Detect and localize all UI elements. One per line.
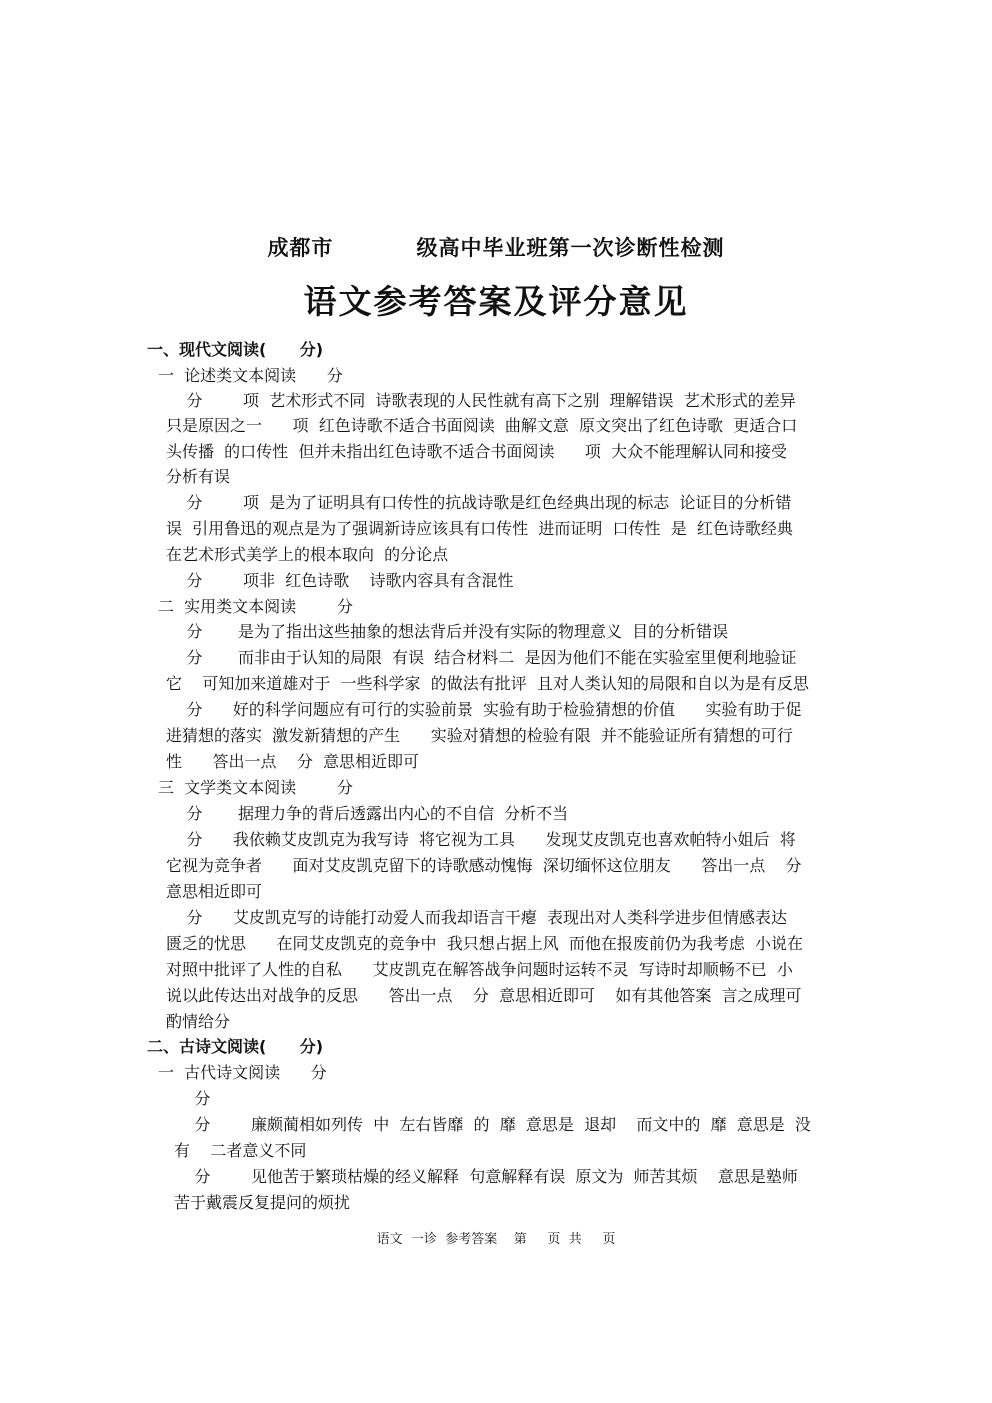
answer-line: 二 实用类文本阅读 分 bbox=[158, 597, 353, 616]
answer-line: 一 古代诗文阅读 分 bbox=[158, 1063, 327, 1082]
page-title: 语文参考答案及评分意见 bbox=[303, 282, 689, 321]
answer-line: 有 二者意义不同 bbox=[174, 1141, 307, 1160]
answer-line: 分 项非 红色诗歌 诗歌内容具有含混性 bbox=[166, 571, 514, 590]
answer-line: 分 项 是为了证明具有口传性的抗战诗歌是红色经典出现的标志 论证目的分析错 bbox=[166, 493, 792, 512]
page-footer: 语文 一诊 参考答案 第 页 共 页 bbox=[376, 1232, 616, 1247]
answer-line: 一 论述类文本阅读 分 bbox=[158, 366, 343, 385]
answer-line: 分 而非由于认知的局限 有误 结合材料二 是因为他们不能在实验室里便利地验证 bbox=[166, 648, 797, 667]
answer-line: 分 廉颇蔺相如列传 中 左右皆靡 的 靡 意思是 退却 而文中的 靡 意思是 没 bbox=[174, 1115, 811, 1134]
answer-line: 说以此传达出对战争的反思 答出一点 分 意思相近即可 如有其他答案 言之成理可 bbox=[166, 986, 802, 1005]
answer-line: 分 好的科学问题应有可行的实验前景 实验有助于检验猜想的价值 实验有助于促 bbox=[166, 700, 802, 719]
answer-line: 在艺术形式美学上的根本取向 的分论点 bbox=[166, 545, 449, 564]
answer-line: 对照中批评了人性的自私 艾皮凯克在解答战争问题时运转不灵 写诗时却顺畅不已 小 bbox=[166, 960, 793, 979]
section-heading-classical-reading: 二、古诗文阅读( 分) bbox=[147, 1037, 324, 1056]
answer-line: 分 是为了指出这些抽象的想法背后并没有实际的物理意义 目的分析错误 bbox=[166, 622, 729, 641]
answer-line: 意思相近即可 bbox=[166, 882, 263, 901]
answer-line: 它 可知加来道雄对于 一些科学家 的做法有批评 且对人类认知的局限和自以为是有反思 bbox=[166, 674, 809, 693]
answer-line: 分析有误 bbox=[166, 467, 231, 486]
answer-line: 进猜想的落实 激发新猜想的产生 实验对猜想的检验有限 并不能验证所有猜想的可行 bbox=[166, 726, 793, 745]
answer-line: 苦于戴震反复提问的烦扰 bbox=[174, 1193, 351, 1212]
section-heading-modern-reading: 一、现代文阅读( 分) bbox=[147, 340, 324, 359]
exam-subtitle: 成都市 级高中毕业班第一次诊断性检测 bbox=[267, 236, 725, 260]
answer-line: 性 答出一点 分 意思相近即可 bbox=[166, 752, 420, 771]
answer-line: 分 我依赖艾皮凯克为我写诗 将它视为工具 发现艾皮凯克也喜欢帕特小姐后 将 bbox=[166, 830, 796, 849]
answer-line: 误 引用鲁迅的观点是为了强调新诗应该具有口传性 进而证明 口传性 是 红色诗歌经典 bbox=[166, 519, 793, 538]
answer-line: 分 bbox=[174, 1089, 211, 1108]
answer-line: 匮乏的忧思 在同艾皮凯克的竞争中 我只想占据上风 而他在报废前仍为我考虑 小说在 bbox=[166, 934, 804, 953]
answer-line: 分 见他苦于繁琐枯燥的经义解释 句意解释有误 原文为 师苦其烦 意思是塾师 bbox=[174, 1167, 798, 1186]
answer-line: 只是原因之一 项 红色诗歌不适合书面阅读 曲解文意 原文突出了红色诗歌 更适合口 bbox=[166, 416, 798, 435]
answer-line: 分 艾皮凯克写的诗能打动爱人而我却语言干瘪 表现出对人类科学进步但情感表达 bbox=[166, 908, 788, 927]
answer-line: 三 文学类文本阅读 分 bbox=[158, 778, 353, 797]
answer-line: 酌情给分 bbox=[166, 1012, 231, 1031]
answer-line: 头传播 的口传性 但并未指出红色诗歌不适合书面阅读 项 大众不能理解认同和接受 bbox=[166, 442, 788, 461]
answer-line: 分 据理力争的背后透露出内心的不自信 分析不当 bbox=[166, 804, 569, 823]
answer-line: 它视为竞争者 面对艾皮凯克留下的诗歌感动愧悔 深切缅怀这位朋友 答出一点 分 bbox=[166, 856, 802, 875]
answer-line: 分 项 艺术形式不同 诗歌表现的人民性就有高下之别 理解错误 艺术形式的差异 bbox=[166, 391, 796, 410]
